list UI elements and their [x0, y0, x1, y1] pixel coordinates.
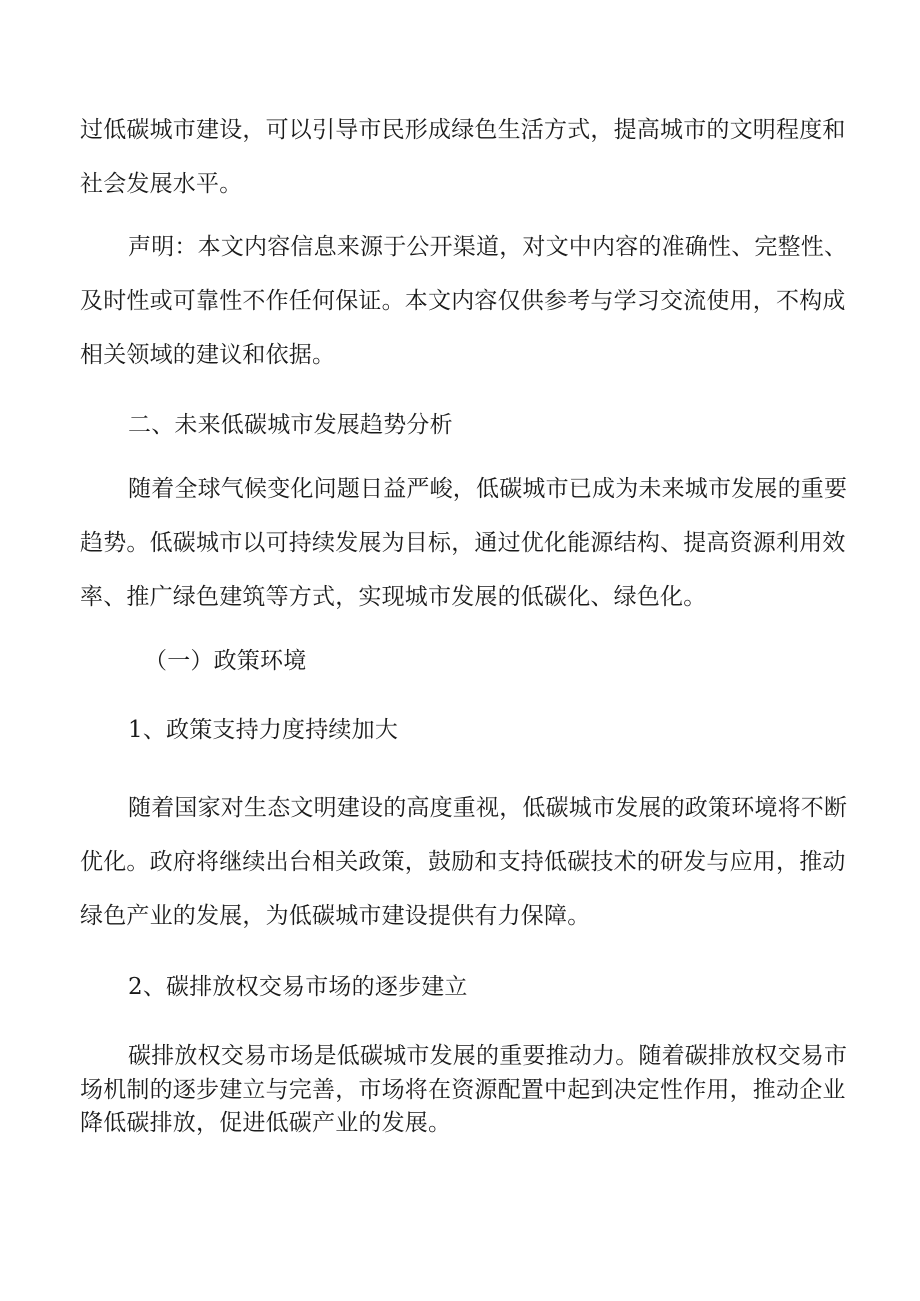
item1-body-line-1: 随着国家对生态文明建设的高度重视，低碳城市发展的政策环境将不断: [128, 795, 848, 821]
disclaimer-line-1: 声明：本文内容信息来源于公开渠道，对文中内容的准确性、完整性、: [128, 234, 848, 260]
section-intro-line-1: 随着全球气候变化问题日益严峻，低碳城市已成为未来城市发展的重要: [128, 476, 848, 502]
item2-body-line-1: 碳排放权交易市场是低碳城市发展的重要推动力。随着碳排放权交易市: [128, 1043, 848, 1069]
item2-body-line-3: 降低碳排放，促进低碳产业的发展。: [80, 1110, 452, 1136]
section-intro-line-2: 趋势。低碳城市以可持续发展为目标，通过优化能源结构、提高资源利用效: [80, 530, 846, 556]
disclaimer-line-3: 相关领域的建议和依据。: [80, 342, 336, 368]
item2-body-line-2: 场机制的逐步建立与完善，市场将在资源配置中起到决定性作用，推动企业: [80, 1077, 846, 1103]
intro-paragraph-line-2: 社会发展水平。: [80, 171, 243, 197]
disclaimer-line-2: 及时性或可靠性不作任何保证。本文内容仅供参考与学习交流使用，不构成: [80, 288, 846, 314]
item1-body-line-3: 绿色产业的发展，为低碳城市建设提供有力保障。: [80, 903, 591, 929]
section-heading: 二、未来低碳城市发展趋势分析: [128, 412, 453, 438]
item1-heading: 1、政策支持力度持续加大: [128, 717, 399, 743]
item2-heading: 2、碳排放权交易市场的逐步建立: [128, 974, 468, 1000]
section-intro-line-3: 率、推广绿色建筑等方式，实现城市发展的低碳化、绿色化。: [80, 584, 707, 610]
subsection-heading: （一）政策环境: [144, 648, 307, 674]
intro-paragraph-line-1: 过低碳城市建设，可以引导市民形成绿色生活方式，提高城市的文明程度和: [80, 117, 846, 143]
item1-body-line-2: 优化。政府将继续出台相关政策，鼓励和支持低碳技术的研发与应用，推动: [80, 849, 846, 875]
